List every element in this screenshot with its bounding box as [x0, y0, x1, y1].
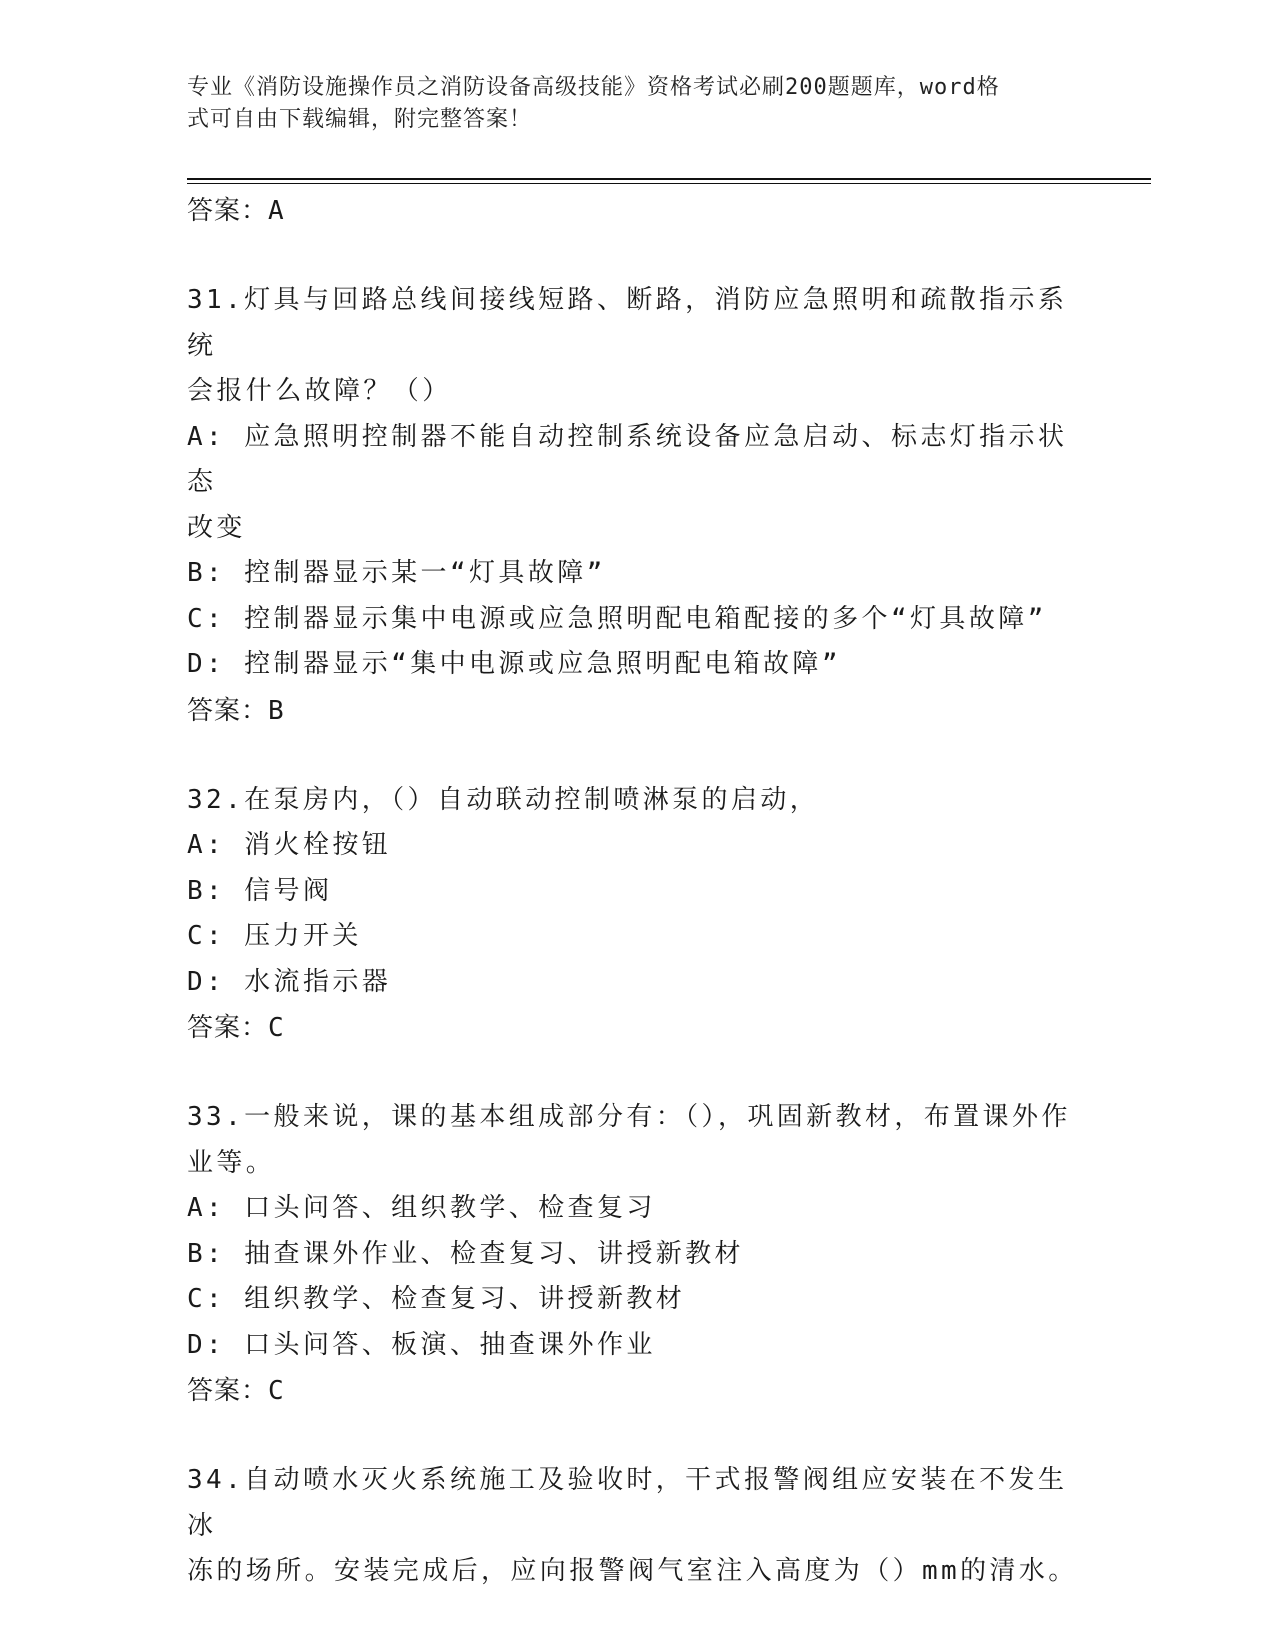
question-text-line: 31.灯具与回路总线间接线短路、断路，消防应急照明和疏散指示系统 [187, 285, 1068, 361]
option-b: B: 信号阀 [187, 875, 333, 906]
question-33 [187, 1095, 1087, 1414]
question-text-line: 会报什么故障？（） [187, 376, 452, 406]
question-text-line: 34.自动喷水灭火系统施工及验收时，干式报警阀组应安装在不发生冰 [187, 1465, 1068, 1541]
header-rule-thin [187, 183, 1151, 184]
option-b: B: 控制器显示某一“灯具故障” [187, 558, 606, 588]
option-d: D: 水流指示器 [187, 966, 392, 997]
previous-answer: 答案：A [187, 196, 285, 226]
option-a: A: 消火栓按钮 [187, 830, 392, 860]
question-text-line: 33.一般来说，课的基本组成部分有：（），巩固新教材，布置课外作 [187, 1102, 1071, 1132]
document-header [187, 72, 1067, 136]
option-a-continued: 改变 [187, 512, 246, 543]
document-body [187, 188, 1087, 1595]
option-b: B: 抽查课外作业、检查复习、讲授新教材 [187, 1238, 744, 1269]
option-c: C: 控制器显示集中电源或应急照明配电箱配接的多个“灯具故障” [187, 603, 1047, 634]
option-a: A: 应急照明控制器不能自动控制系统设备应急启动、标志灯指示状态 [187, 421, 1068, 497]
option-c: C: 压力开关 [187, 921, 362, 951]
question-text-line: 32.在泵房内，（）自动联动控制喷淋泵的启动， [187, 784, 820, 815]
option-a: A: 口头问答、组织教学、检查复习 [187, 1193, 656, 1223]
answer-label: 答案：B [187, 695, 285, 726]
question-32 [187, 778, 1087, 1052]
option-d: D: 控制器显示“集中电源或应急照明配电箱故障” [187, 649, 841, 679]
header-line-2: 式可自由下载编辑，附完整答案！ [187, 107, 533, 132]
question-31 [187, 278, 1087, 734]
question-text-line: 业等。 [187, 1147, 276, 1178]
header-rule-thick [187, 178, 1151, 180]
answer-label: 答案：C [187, 1013, 285, 1043]
header-line-1: 专业《消防设施操作员之消防设备高级技能》资格考试必刷200题题库，word格 [187, 75, 1000, 100]
option-d: D: 口头问答、板演、抽查课外作业 [187, 1329, 656, 1360]
answer-label: 答案：C [187, 1376, 285, 1406]
option-c: C: 组织教学、检查复习、讲授新教材 [187, 1284, 686, 1314]
question-text-line: 冻的场所。安装完成后，应向报警阀气室注入高度为（）mm的清水。 [187, 1556, 1078, 1586]
question-34 [187, 1458, 1087, 1595]
